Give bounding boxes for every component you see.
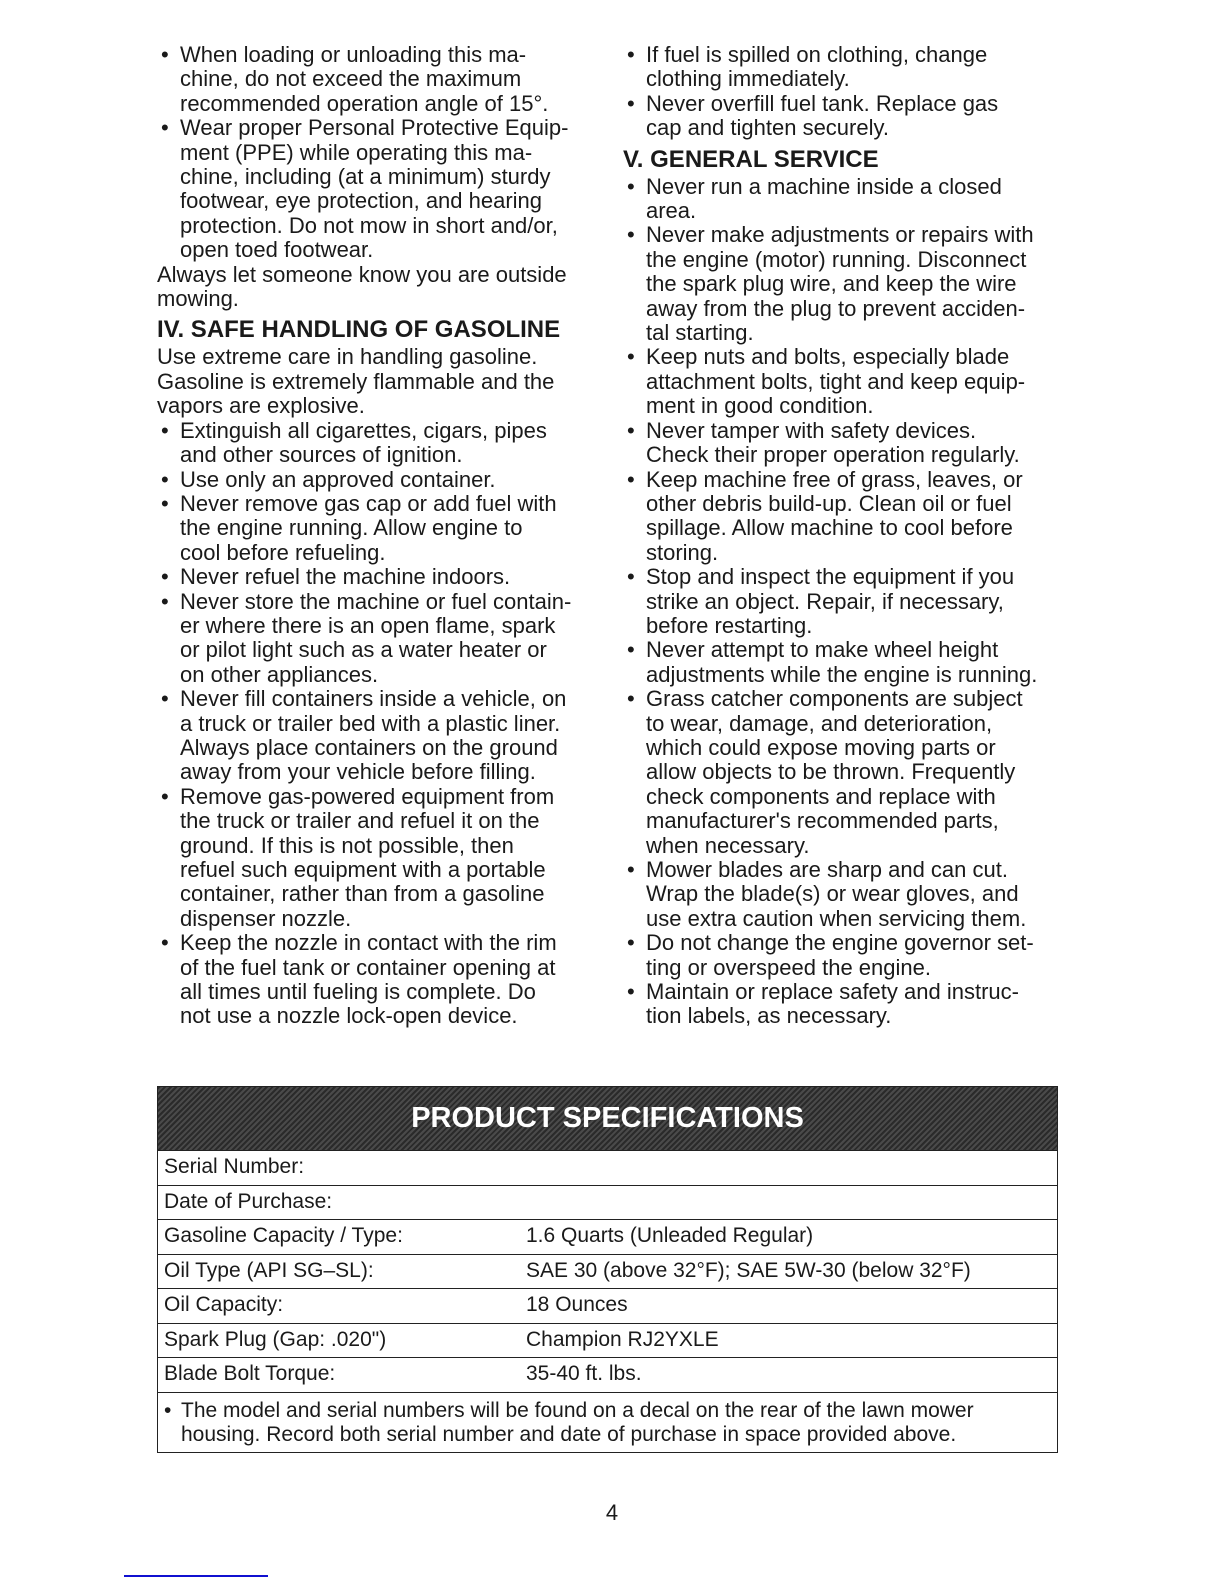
specifications-note bbox=[158, 1392, 1057, 1452]
list-item bbox=[623, 638, 1063, 687]
spec-value: 35-40 ft. lbs. bbox=[526, 1362, 642, 1385]
list-item-text: Never fill containers inside a vehicle, on a truck or trailer bed with a plastic liner. Always place containers on the ground away from your vehicle before filling. bbox=[180, 686, 567, 785]
list-item bbox=[623, 43, 1063, 92]
list-item bbox=[623, 345, 1063, 418]
bullet-icon: • bbox=[627, 90, 635, 116]
bullet-icon: • bbox=[627, 222, 635, 248]
list-item bbox=[157, 492, 597, 565]
list-item-text: Keep the nozzle in contact with the rim of the fuel tank or container opening at all times until fueling is complete. Do not use a nozzle lock-open device. bbox=[180, 930, 557, 1029]
list-item-text: Use only an approved container. bbox=[180, 466, 496, 492]
list-item-text: Keep machine free of grass, leaves, or other debris build-up. Clean oil or fuel spillage. Allow machine to cool before storing. bbox=[646, 466, 1023, 565]
list-item-text: Wear proper Personal Protective Equip- ment (PPE) while operating this ma- chine, including (at a minimum) sturdy footwear, eye protection, and hearing protection. Do not mow in short and/or, open toed footwear. bbox=[180, 115, 569, 263]
bullet-icon: • bbox=[164, 1398, 172, 1422]
bullet-icon: • bbox=[627, 637, 635, 663]
spec-label: Oil Capacity: bbox=[164, 1293, 284, 1316]
spec-row bbox=[158, 1185, 1057, 1220]
list-item-text: Never tamper with safety devices. Check their proper operation regularly. bbox=[646, 417, 1020, 468]
list-item-text: When loading or unloading this ma- chine, do not exceed the maximum recommended operation angle of 15°. bbox=[180, 42, 549, 116]
list-item bbox=[157, 116, 597, 262]
spec-value: SAE 30 (above 32°F); SAE 5W-30 (below 32°F) bbox=[526, 1258, 971, 1282]
list-item-text: Keep nuts and bolts, especially blade attachment bolts, tight and keep equip- ment in good condition. bbox=[646, 344, 1026, 419]
bullet-icon: • bbox=[627, 466, 635, 492]
right-column bbox=[623, 43, 1063, 1029]
bullet-icon: • bbox=[627, 417, 635, 443]
list-item bbox=[157, 419, 597, 468]
bullet-icon: • bbox=[627, 979, 635, 1005]
spec-row bbox=[158, 1150, 1057, 1185]
bullet-icon: • bbox=[627, 42, 635, 67]
list-item bbox=[623, 931, 1063, 980]
list-item bbox=[623, 175, 1063, 224]
list-item bbox=[623, 419, 1063, 468]
gasoline-list-continued bbox=[623, 43, 1063, 141]
list-item-text: Maintain or replace safety and instruc- tion labels, as necessary. bbox=[646, 979, 1019, 1029]
list-item-text: Never refuel the machine indoors. bbox=[180, 564, 511, 590]
list-item bbox=[157, 468, 597, 492]
gasoline-paragraph: Use extreme care in handling gasoline. Gasoline is extremely flammable and the vapors are explosive. bbox=[157, 344, 555, 419]
list-item bbox=[623, 687, 1063, 858]
spec-label: Gasoline Capacity / Type: bbox=[164, 1224, 403, 1247]
spec-value: Champion RJ2YXLE bbox=[526, 1327, 719, 1351]
spec-label: Date of Purchase: bbox=[164, 1189, 333, 1213]
spec-row bbox=[158, 1323, 1057, 1358]
bullet-icon: • bbox=[627, 686, 635, 712]
list-item bbox=[157, 565, 597, 589]
bullet-icon: • bbox=[627, 564, 635, 590]
list-item bbox=[623, 468, 1063, 566]
spec-label: Spark Plug (Gap: .020") bbox=[164, 1327, 387, 1351]
list-item-text: Never run a machine inside a closed area. bbox=[646, 173, 1002, 224]
list-item bbox=[623, 980, 1063, 1029]
bullet-icon: • bbox=[161, 490, 169, 516]
list-item-text: Never overfill fuel tank. Replace gas cap and tighten securely. bbox=[646, 90, 999, 141]
list-item-text: Stop and inspect the equipment if you strike an object. Repair, if necessary, before restarting. bbox=[646, 564, 1015, 638]
spec-row bbox=[158, 1254, 1057, 1289]
list-item bbox=[157, 785, 597, 931]
bullet-icon: • bbox=[161, 930, 169, 956]
section-heading-general-service: V. GENERAL SERVICE bbox=[623, 145, 879, 173]
note-text: The model and serial numbers will be found on a decal on the rear of the lawn mower housing. Record both serial number and date of purchase in space provided above. bbox=[181, 1398, 974, 1446]
list-item bbox=[623, 223, 1063, 345]
section-heading-gasoline: IV. SAFE HANDLING OF GASOLINE bbox=[157, 316, 561, 344]
list-item bbox=[623, 565, 1063, 638]
product-specifications-table bbox=[157, 1086, 1058, 1453]
spec-row bbox=[158, 1219, 1057, 1254]
spec-label: Blade Bolt Torque: bbox=[164, 1362, 336, 1385]
list-item-text: Never attempt to make wheel height adjustments while the engine is running. bbox=[646, 637, 1038, 687]
spec-label: Serial Number: bbox=[164, 1155, 305, 1178]
bullet-icon: • bbox=[627, 344, 635, 370]
bullet-icon: • bbox=[161, 588, 169, 614]
list-item bbox=[623, 92, 1063, 141]
bullet-icon: • bbox=[627, 930, 635, 956]
specifications-banner: PRODUCT SPECIFICATIONS bbox=[158, 1087, 1057, 1150]
bullet-icon: • bbox=[161, 466, 169, 492]
list-item-text: Never remove gas cap or add fuel with the engine running. Allow engine to cool before refueling. bbox=[180, 490, 557, 565]
list-item-text: Grass catcher components are subject to wear, damage, and deterioration, which could expose moving parts or allow objects to be thrown. Frequently check components and replace with manufacturer's recommended parts, when necessary. bbox=[646, 686, 1023, 858]
bullet-icon: • bbox=[627, 857, 635, 882]
intro-list bbox=[157, 43, 597, 263]
gasoline-list bbox=[157, 419, 597, 1029]
spec-value: 1.6 Quarts (Unleaded Regular) bbox=[526, 1224, 814, 1247]
list-item-text: If fuel is spilled on clothing, change clothing immediately. bbox=[646, 42, 988, 92]
bullet-icon: • bbox=[161, 42, 169, 67]
list-item-text: Never store the machine or fuel contain- er where there is an open flame, spark or pilot light such as a water heater or on other appliances. bbox=[180, 588, 572, 687]
list-item bbox=[157, 931, 597, 1029]
list-item-text: Extinguish all cigarettes, cigars, pipes and other sources of ignition. bbox=[180, 417, 547, 468]
bullet-icon: • bbox=[161, 115, 169, 141]
left-column bbox=[157, 43, 597, 1029]
page-number: 4 bbox=[605, 1500, 619, 1525]
bullet-icon: • bbox=[161, 686, 169, 712]
divider bbox=[124, 1575, 268, 1577]
list-item bbox=[157, 590, 597, 688]
intro-paragraph: Always let someone know you are outside mowing. bbox=[157, 261, 567, 312]
spec-row bbox=[158, 1288, 1057, 1323]
bullet-icon: • bbox=[161, 564, 169, 590]
list-item-text: Do not change the engine governor set- ting or overspeed the engine. bbox=[646, 930, 1034, 980]
list-item bbox=[157, 43, 597, 116]
bullet-icon: • bbox=[161, 417, 169, 443]
spec-label: Oil Type (API SG–SL): bbox=[164, 1258, 374, 1282]
list-item-text: Mower blades are sharp and can cut. Wrap the blade(s) or wear gloves, and use extra caution when servicing them. bbox=[646, 857, 1027, 931]
list-item bbox=[157, 687, 597, 785]
spec-row bbox=[158, 1357, 1057, 1392]
service-list bbox=[623, 175, 1063, 1029]
list-item-text: Never make adjustments or repairs with the engine (motor) running. Disconnect the spark plug wire, and keep the wire away from the plug to prevent acciden- tal starting. bbox=[646, 222, 1034, 346]
spec-value: 18 Ounces bbox=[526, 1293, 628, 1316]
list-item bbox=[623, 858, 1063, 931]
list-item-text: Remove gas-powered equipment from the truck or trailer and refuel it on the ground. If this is not possible, then refuel such equipment with a portable container, rather than from a gasoline dispenser nozzle. bbox=[180, 783, 555, 931]
bullet-icon: • bbox=[627, 173, 635, 199]
bullet-icon: • bbox=[161, 783, 169, 809]
